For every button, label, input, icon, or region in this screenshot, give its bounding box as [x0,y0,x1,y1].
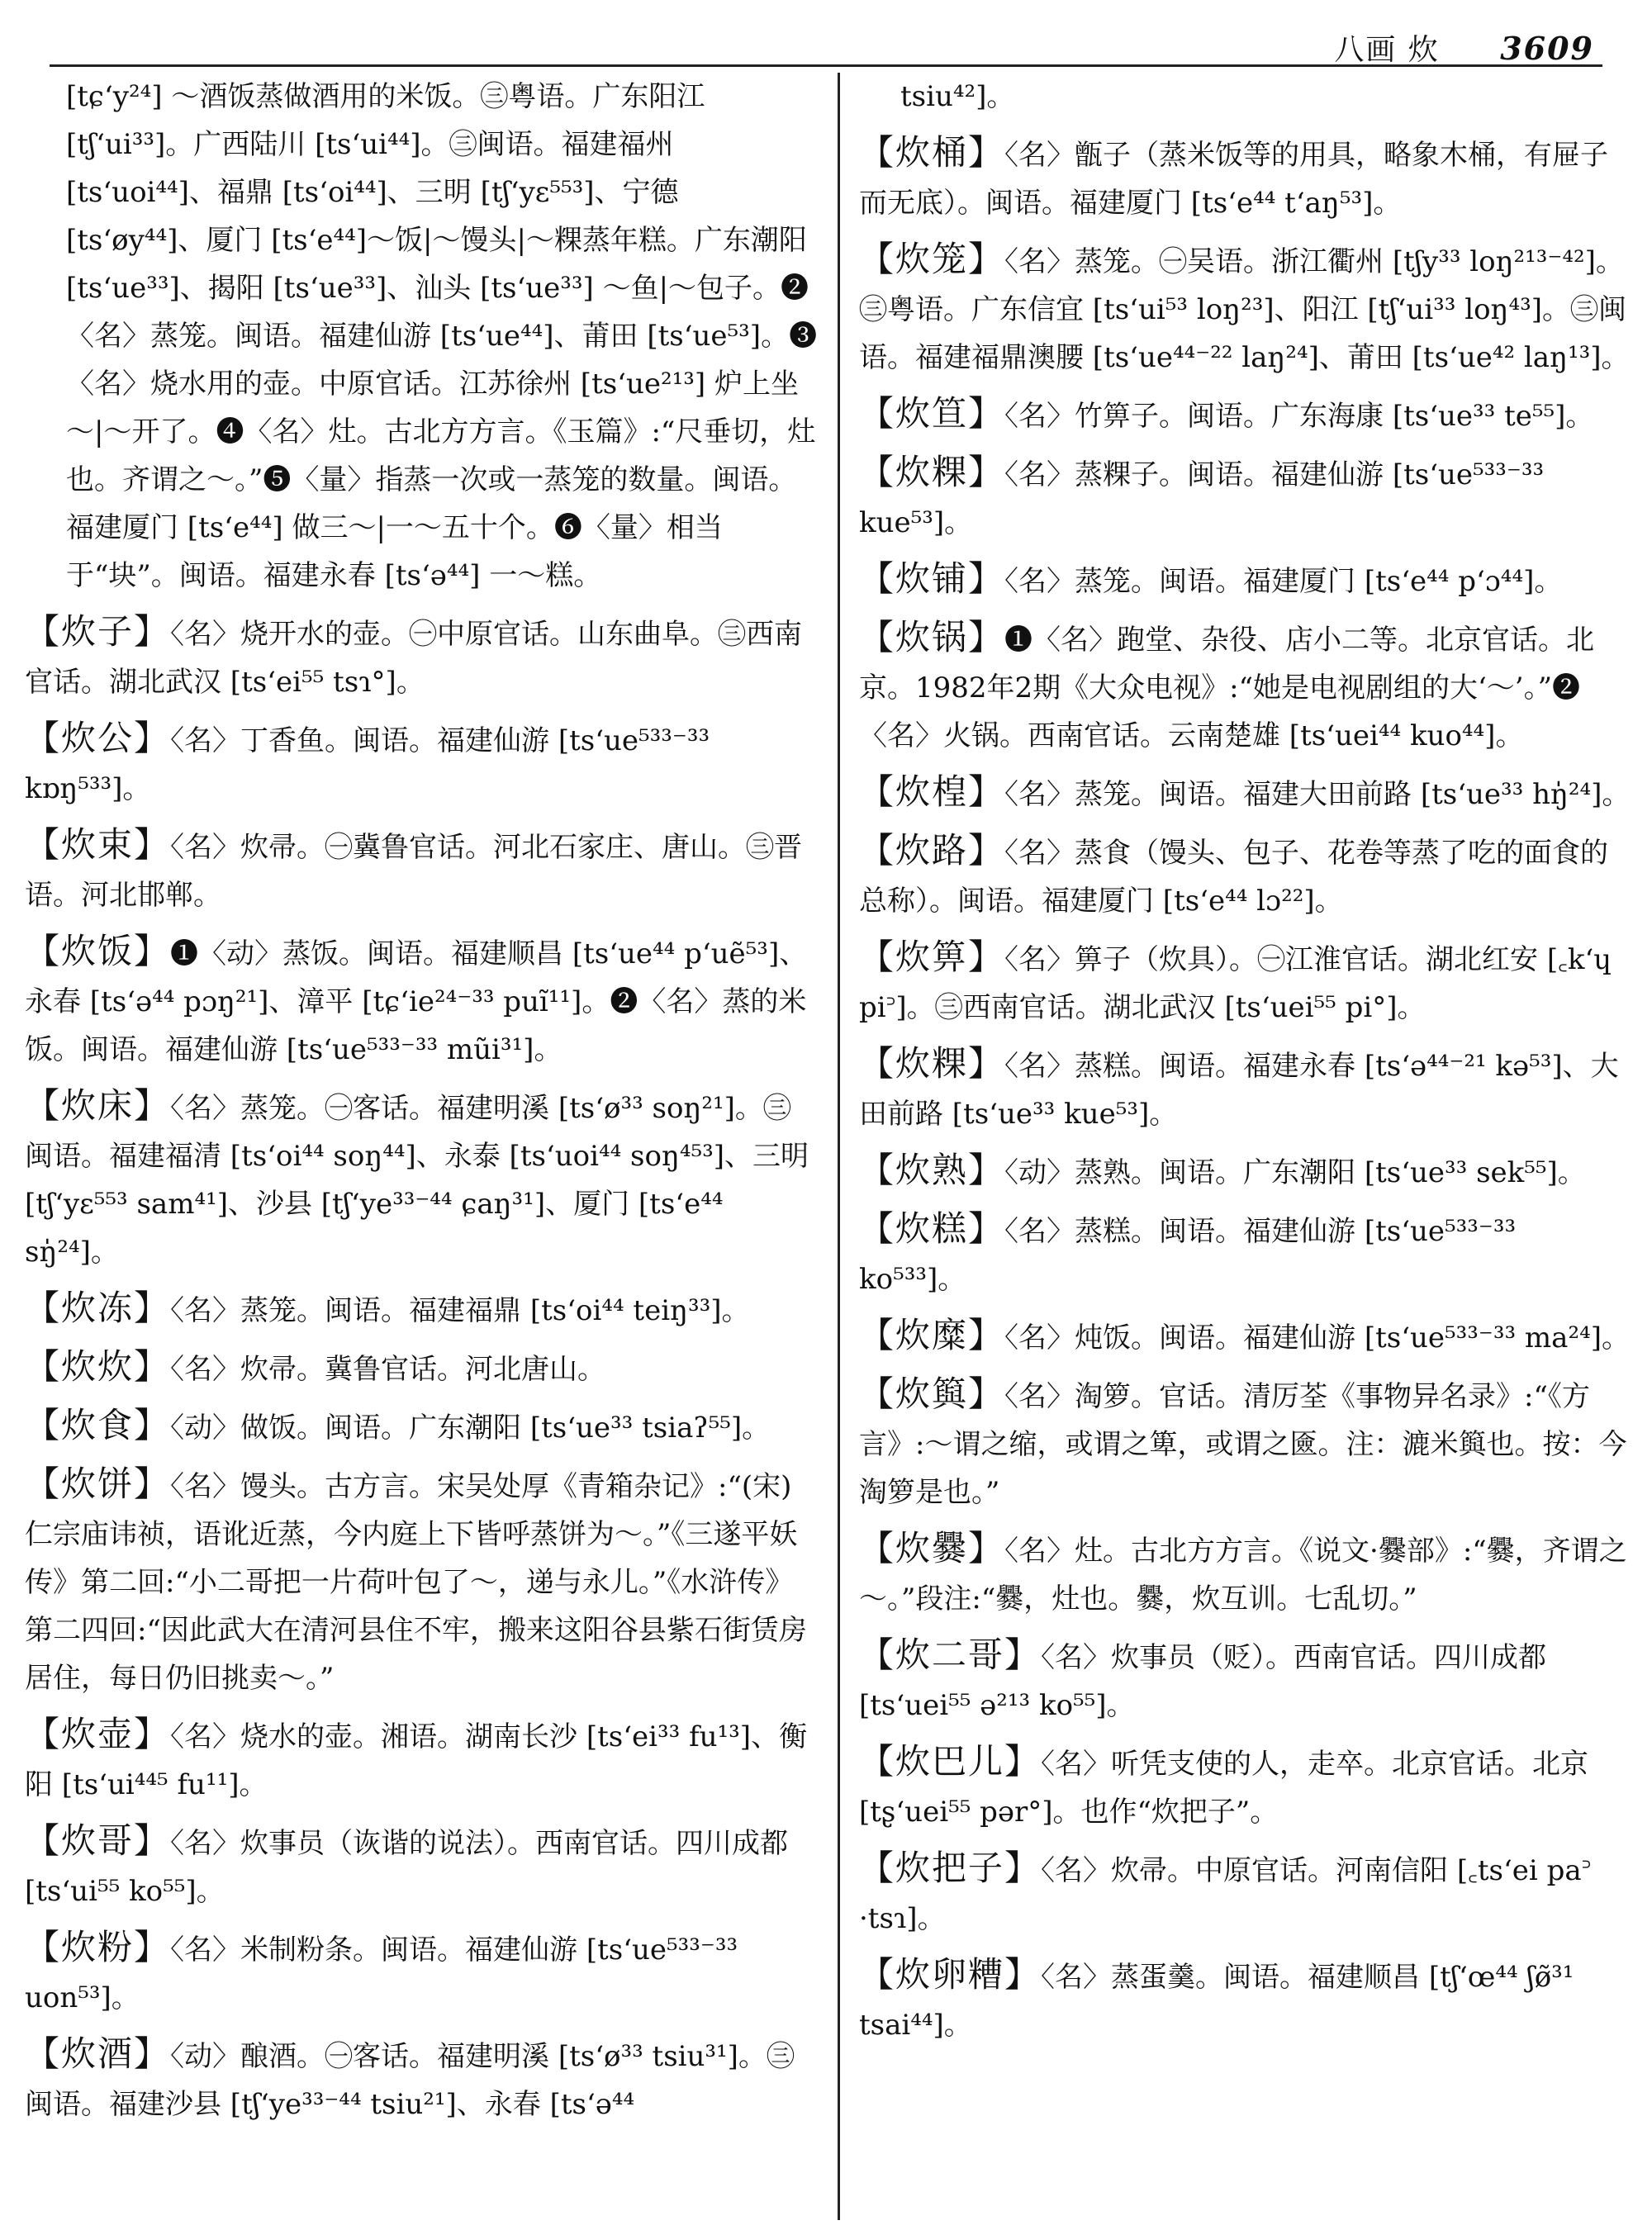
entry-headword: 【炊熟】 [859,1150,1005,1190]
entry-definition: 〈名〉蒸蛋羹。闽语。福建顺昌 [tʃʻœ⁴⁴ ʃø̃³¹ tsai⁴⁴]。 [859,1961,1574,2042]
dictionary-entry [25,73,818,600]
entry-headword: 【炊锅】 [859,617,1005,657]
entry-headword: 【炊把子】 [859,1848,1042,1888]
entry-headword: 【炊壶】 [25,1714,171,1754]
dictionary-entry [859,1205,1631,1303]
entry-definition: 〈动〉蒸熟。闽语。广东潮阳 [tsʻue³³ sek⁵⁵]。 [1004,1156,1586,1189]
dictionary-entry [859,1738,1631,1836]
entry-definition: 〈名〉炊帚。㊀冀鲁官话。河北石家庄、唐山。㊂晋语。河北邯郸。 [25,831,803,912]
dictionary-entry [859,933,1631,1032]
dictionary-entry [25,1817,818,1915]
dictionary-entry [25,1082,818,1276]
entry-headword: 【炊公】 [25,718,171,758]
entry-definition: tsiu⁴²]。 [900,80,1015,113]
entry-headword: 【炊巴儿】 [859,1741,1042,1782]
page-number: 3609 [1500,30,1594,67]
entry-definition: 〈动〉酿酒。㊀客话。福建明溪 [tsʻø³³ tsiu³¹]。㊂闽语。福建沙县 [tʃʻye³³⁻⁴⁴ tsiu²¹]、永春 [tsʻə⁴⁴ [25,2040,795,2121]
entry-definition: 〈名〉蒸笼。闽语。福建大田前路 [tsʻue³³ hŋ̍²⁴]。 [1004,778,1631,811]
entry-definition: 〈名〉炊帚。中原官话。河南信阳 [꜀tsʻei pa꜄ ·tsɿ]。 [859,1854,1592,1935]
entry-definition: 〈名〉淘箩。官话。清厉荃《事物异名录》:“《方言》:～谓之缩，或谓之箄，或谓之匳。注：漉米籅也。按：今淘箩是也。” [859,1380,1627,1509]
entry-definition: 〈名〉蒸笼。闽语。福建福鼎 [tsʻoi⁴⁴ teiŋ³³]。 [170,1294,750,1327]
header-rule [50,64,1602,67]
entry-headword: 【炊爨】 [859,1528,1005,1568]
entry-definition: 〈名〉蒸粿子。闽语。福建仙游 [tsʻue⁵³³⁻³³ kue⁵³]。 [859,458,1545,539]
entry-definition: 〈名〉炊事员（贬）。西南官话。四川成都 [tsʻuei⁵⁵ ə²¹³ ko⁵⁵]。 [859,1641,1547,1722]
dictionary-entry [25,1710,818,1809]
entry-headword: 【炊糕】 [859,1208,1005,1249]
entry-headword: 【炊笼】 [859,239,1005,279]
entry-definition: 〈名〉蒸笼。㊀客话。福建明溪 [tsʻø³³ soŋ²¹]。㊂闽语。福建福清 [tsʻoi⁴⁴ soŋ⁴⁴]、永泰 [tsʻuoi⁴⁴ soŋ⁴⁵³]、三明 [tʃʻyɛ⁵⁵³ sam⁴¹]、沙县 [tʃʻye³³⁻⁴⁴ ɕaŋ³¹]、厦门 [tsʻe⁴⁴ sŋ̍²⁴]。 [25,1092,809,1269]
dictionary-entry [859,1146,1631,1197]
entry-headword: 【炊桶】 [859,132,1005,173]
entry-definition: 〈名〉炊帚。冀鲁官话。河北唐山。 [170,1353,606,1386]
page-header [50,18,1602,68]
dictionary-entry [859,129,1631,227]
dictionary-entry [25,2030,818,2128]
dictionary-entry [859,614,1631,760]
header-section: 八画 炊 [1334,33,1440,67]
dictionary-entry [859,1844,1631,1943]
dictionary-entry [25,1402,818,1452]
entry-headword: 【炊粿】 [859,1043,1005,1084]
entry-headword: 【炊哥】 [25,1820,171,1861]
entry-definition: 〈名〉炖饭。闽语。福建仙游 [tsʻue⁵³³⁻³³ ma²⁴]。 [1004,1321,1630,1355]
entry-definition: 〈名〉蒸笼。闽语。福建厦门 [tsʻe⁴⁴ pʻɔ⁴⁴]。 [1004,565,1563,598]
entry-definition: ❶〈名〉跑堂、杂役、店小二等。北京官话。北京。1982年2期《大众电视》:“她是电视剧组的大‘～’。”❷〈名〉火锅。西南官话。云南楚雄 [tsʻuei⁴⁴ kuo⁴⁴]。 [859,624,1595,752]
dictionary-entry [25,1343,818,1393]
entry-definition: 〈名〉馒头。古方言。宋吴处厚《青箱杂记》:“(宋)仁宗庙讳祯，语讹近蒸，今内庭上下皆呼蒸饼为～。”《三遂平妖传》第二回:“小二哥把一片荷叶包了～，递与永儿。”《水浒传》第二四回:“因此武大在清河县住不牢，搬来这阳谷县紫石街赁房居住，每日仍旧挑卖～。” [25,1470,807,1695]
entry-headword: 【炊卵糟】 [859,1954,1042,1995]
dictionary-entry [859,827,1631,925]
entry-definition: 〈名〉烧开水的壶。㊀中原官话。山东曲阜。㊂西南官话。湖北武汉 [tsʻei⁵⁵ tsɿ°]。 [25,618,803,699]
entry-headword: 【炊糜】 [859,1315,1005,1355]
entry-definition: [tɕʻy²⁴] ～酒饭蒸做酒用的米饭。㊂粤语。广东阳江 [tʃʻui³³]。广西陆川 [tsʻui⁴⁴]。㊂闽语。福建福州 [tsʻuoi⁴⁴]、福鼎 [tsʻoi⁴⁴]、三明 [tʃʻyɛ⁵⁵³]、宁德 [tsʻøy⁴⁴]、厦门 [tsʻe⁴⁴]～饭|～馒头|～粿蒸年糕。广东潮阳 [tsʻue³³]、揭阳 [tsʻue³³]、汕头 [tsʻue³³] ～鱼|～包子。❷〈名〉蒸笼。闽语。福建仙游 [tsʻue⁴⁴]、莆田 [tsʻue⁵³]。❸〈名〉烧水用的壶。中原官话。江苏徐州 [tsʻue²¹³] 炉上坐～|～开了。❹〈名〉灶。古北方方言。《玉篇》:“尺垂切，灶也。齐谓之～。”❺〈量〉指蒸一次或一蒸笼的数量。闽语。福建厦门 [tsʻe⁴⁴] 做三～|一～五十个。❻〈量〉相当于“块”。闽语。福建永春 [tsʻə⁴⁴] 一～糕。 [66,80,818,592]
entry-headword: 【炊束】 [25,824,171,865]
entry-definition: 〈名〉灶。古北方方言。《说文·爨部》:“爨，齐谓之～。”段注:“爨，灶也。爨，炊互训。七乱切。” [859,1535,1627,1616]
dictionary-entry [859,235,1631,382]
entry-definition: 〈名〉蒸糕。闽语。福建仙游 [tsʻue⁵³³⁻³³ ko⁵³³]。 [859,1215,1517,1296]
dictionary-entry [25,1924,818,2022]
entry-headword: 【炊楻】 [859,771,1005,812]
entry-definition: 〈名〉烧水的壶。湘语。湖南长沙 [tsʻei³³ fu¹³]、衡阳 [tsʻui⁴⁴⁵ fu¹¹]。 [25,1720,808,1801]
entry-definition: 〈名〉丁香鱼。闽语。福建仙游 [tsʻue⁵³³⁻³³ kɒŋ⁵³³]。 [25,724,710,805]
dictionary-entry [859,1525,1631,1623]
entry-headword: 【炊路】 [859,830,1005,871]
dictionary-entry [859,390,1631,440]
dictionary-entry [25,1460,818,1702]
entry-definition: 〈名〉米制粉条。闽语。福建仙游 [tsʻue⁵³³⁻³³ uon⁵³]。 [25,1933,738,2014]
entry-headword: 【炊冻】 [25,1288,171,1328]
dictionary-entry [859,768,1631,818]
entry-definition: ❶〈动〉蒸饭。闽语。福建顺昌 [tsʻue⁴⁴ pʻuẽ⁵³]、永春 [tsʻə⁴⁴ pɔŋ²¹]、漳平 [tɕʻie²⁴⁻³³ puĩ¹¹]。❷〈名〉蒸的米饭。闽语。福建仙游 [tsʻue⁵³³⁻³³ mũi³¹]。 [25,937,808,1066]
dictionary-entry [25,928,818,1074]
right-column [859,73,1631,2220]
dictionary-entry [25,608,818,706]
entry-headword: 【炊铺】 [859,558,1005,599]
left-column [25,73,818,2220]
column-divider [838,73,840,2220]
dictionary-entry [859,73,1631,121]
entry-headword: 【炊二哥】 [859,1635,1042,1675]
entry-definition: 〈动〉做饭。闽语。广东潮阳 [tsʻue³³ tsiaʔ⁵⁵]。 [170,1412,771,1445]
entry-definition: 〈名〉蒸糕。闽语。福建永春 [tsʻə⁴⁴⁻²¹ kə⁵³]、大田前路 [tsʻue³³ kue⁵³]。 [859,1050,1619,1131]
dictionary-entry [859,1040,1631,1138]
dictionary-entry [859,448,1631,547]
dictionary-entry [25,821,818,919]
entry-definition: 〈名〉炊事员（诙谐的说法）。西南官话。四川成都 [tsʻui⁵⁵ ko⁵⁵]。 [25,1827,789,1908]
dictionary-entry [859,1631,1631,1729]
entry-headword: 【炊箅】 [859,937,1005,977]
entry-headword: 【炊笪】 [859,393,1005,434]
header-text [1334,26,1594,69]
dictionary-entry [25,1284,818,1335]
entry-headword: 【炊粿】 [859,452,1005,492]
dictionary-entry [859,1951,1631,2049]
entry-definition: 〈名〉蒸笼。㊀吴语。浙江衢州 [tʃy³³ loŋ²¹³⁻⁴²]。㊂粤语。广东信宜 [tsʻui⁵³ loŋ²³]、阳江 [tʃʻui³³ loŋ⁴³]。㊂闽语。福建福鼎澳腰 [tsʻue⁴⁴⁻²² laŋ²⁴]、莆田 [tsʻue⁴² laŋ¹³]。 [859,245,1630,374]
entry-definition: 〈名〉甑子（蒸米饭等的用具，略象木桶，有屉子而无底）。闽语。福建厦门 [tsʻe⁴⁴ tʻaŋ⁵³]。 [859,139,1609,220]
dictionary-entry [859,1312,1631,1362]
entry-headword: 【炊酒】 [25,2033,171,2074]
entry-headword: 【炊子】 [25,611,171,652]
entry-definition: 〈名〉听凭支使的人，走卒。北京官话。北京 [tʂʻuei⁵⁵ pər°]。也作“炊把子”。 [859,1748,1589,1829]
entry-headword: 【炊食】 [25,1405,171,1445]
entry-headword: 【炊炊】 [25,1346,171,1387]
entry-definition: 〈名〉竹箅子。闽语。广东海康 [tsʻue³³ te⁵⁵]。 [1004,400,1594,433]
entry-definition: 〈名〉箅子（炊具）。㊀江淮官话。湖北红安 [꜀kʻɥ pi꜄]。㊂西南官话。湖北武汉 [tsʻuei⁵⁵ pi°]。 [859,943,1612,1024]
entry-headword: 【炊饭】 [25,931,171,971]
entry-definition: 〈名〉蒸食（馒头、包子、花卷等蒸了吃的面食的总称）。闽语。福建厦门 [tsʻe⁴⁴ lɔ²²]。 [859,837,1609,918]
dictionary-entry [859,1370,1631,1516]
entry-headword: 【炊床】 [25,1085,171,1126]
entry-headword: 【炊饼】 [25,1464,171,1504]
dictionary-entry [25,714,818,813]
entry-headword: 【炊粉】 [25,1927,171,1967]
dictionary-entry [859,555,1631,605]
entry-headword: 【炊籅】 [859,1374,1005,1414]
